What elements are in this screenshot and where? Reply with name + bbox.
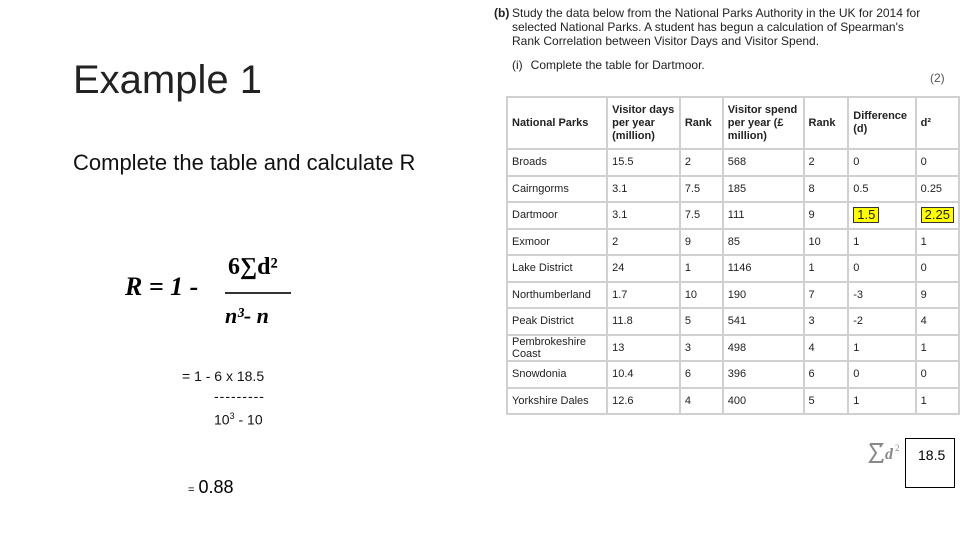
question-text	[494, 6, 934, 48]
cell-visitor-days: 10.4	[607, 361, 680, 388]
table-row	[507, 149, 959, 176]
table-row	[507, 361, 959, 388]
table-row	[507, 335, 959, 362]
cell-visitor-days: 1.7	[607, 282, 680, 309]
table-header-row	[507, 97, 959, 149]
cell-visitor-spend: 568	[723, 149, 804, 176]
cell-rank-days: 6	[680, 361, 723, 388]
calc-base: 10	[214, 411, 230, 428]
result-value: 0.88	[198, 477, 234, 497]
table-row	[507, 282, 959, 309]
formula-fraction-bar	[225, 292, 291, 294]
cell-rank-days: 1	[680, 255, 723, 282]
table-row	[507, 255, 959, 282]
table-row	[507, 308, 959, 335]
cell-visitor-days: 13	[607, 335, 680, 362]
cell-rank-spend: 5	[804, 388, 849, 415]
header-visitor-spend: Visitor spend per year (£ million)	[723, 97, 804, 149]
cell-d-squared: 0	[916, 255, 959, 282]
cell-rank-days: 4	[680, 388, 723, 415]
slide-subtitle: Complete the table and calculate R	[73, 150, 416, 175]
cell-park: Lake District	[507, 255, 607, 282]
cell-park: Cairngorms	[507, 176, 607, 203]
header-visitor-days: Visitor days per year (million)	[607, 97, 680, 149]
cell-rank-spend: 6	[804, 361, 849, 388]
cell-visitor-days: 3.1	[607, 202, 680, 229]
cell-difference: 0	[848, 255, 915, 282]
cell-park: Snowdonia	[507, 361, 607, 388]
spearman-formula	[125, 250, 325, 340]
cell-d-squared: 9	[916, 282, 959, 309]
cell-rank-days: 9	[680, 229, 723, 256]
header-rank-days: Rank	[680, 97, 723, 149]
cell-rank-spend: 7	[804, 282, 849, 309]
cell-rank-spend: 10	[804, 229, 849, 256]
cell-d-squared: 1	[916, 335, 959, 362]
header-national-parks: National Parks	[507, 97, 607, 149]
cell-rank-spend: 2	[804, 149, 849, 176]
question-body: Study the data below from the National Parks Authority in the UK for 2014 for selected National Parks. A student has begun a calculation of Spearman's Rank Correlation between Visitor Days and Visitor Spend.	[512, 6, 921, 48]
marks-label: (2)	[930, 71, 945, 85]
formula-lhs: R = 1 -	[125, 272, 199, 301]
cell-rank-days: 5	[680, 308, 723, 335]
svg-text:2: 2	[895, 443, 900, 453]
header-d-squared: d²	[916, 97, 959, 149]
cell-visitor-days: 2	[607, 229, 680, 256]
question-label: (b)	[494, 6, 510, 20]
cell-difference: 0	[848, 361, 915, 388]
cell-difference: 0	[848, 149, 915, 176]
cell-visitor-days: 24	[607, 255, 680, 282]
cell-rank-spend: 4	[804, 335, 849, 362]
cell-difference: 1	[848, 335, 915, 362]
cell-rank-spend: 1	[804, 255, 849, 282]
cell-difference: 1	[848, 388, 915, 415]
table-row-dartmoor	[507, 202, 959, 229]
svg-text:d: d	[885, 446, 893, 463]
cell-visitor-spend: 396	[723, 361, 804, 388]
subpart-label: (i)	[512, 58, 523, 72]
cell-visitor-days: 11.8	[607, 308, 680, 335]
highlighted-answer-d-squared: 2.25	[921, 207, 954, 223]
cell-visitor-spend: 190	[723, 282, 804, 309]
table-row	[507, 388, 959, 415]
header-difference: Difference (d)	[848, 97, 915, 149]
cell-visitor-days: 15.5	[607, 149, 680, 176]
cell-rank-spend: 8	[804, 176, 849, 203]
cell-rank-days: 2	[680, 149, 723, 176]
sum-d-squared-icon	[868, 441, 908, 465]
cell-visitor-days: 12.6	[607, 388, 680, 415]
calc-line-3	[214, 411, 263, 428]
cell-park: Dartmoor	[507, 202, 607, 229]
subpart-text: Complete the table for Dartmoor.	[530, 58, 705, 72]
cell-rank-spend: 3	[804, 308, 849, 335]
table-row	[507, 229, 959, 256]
table-row	[507, 176, 959, 203]
cell-d-squared: 4	[916, 308, 959, 335]
sum-total-box	[905, 438, 955, 488]
question-subpart	[512, 58, 705, 72]
result-equals: =	[188, 484, 195, 496]
slide-title: Example 1	[73, 58, 262, 102]
cell-d-squared: 0	[916, 149, 959, 176]
formula-numerator: 6∑d²	[228, 254, 278, 280]
sum-value: 18.5	[918, 447, 946, 463]
highlighted-answer-difference: 1.5	[853, 207, 879, 223]
header-rank-spend: Rank	[804, 97, 849, 149]
cell-d-squared: 0	[916, 361, 959, 388]
cell-park: Exmoor	[507, 229, 607, 256]
cell-visitor-spend: 498	[723, 335, 804, 362]
cell-difference: 0.5	[848, 176, 915, 203]
calc-fraction-line: ---------	[214, 388, 265, 404]
cell-d-squared	[916, 202, 959, 229]
cell-difference: 1	[848, 229, 915, 256]
cell-difference: -2	[848, 308, 915, 335]
cell-rank-days: 7.5	[680, 202, 723, 229]
cell-rank-days: 3	[680, 335, 723, 362]
cell-park: Yorkshire Dales	[507, 388, 607, 415]
cell-d-squared: 0.25	[916, 176, 959, 203]
calc-result	[188, 477, 233, 498]
cell-rank-days: 7.5	[680, 176, 723, 203]
cell-visitor-spend: 185	[723, 176, 804, 203]
cell-park: Northumberland	[507, 282, 607, 309]
cell-visitor-days: 3.1	[607, 176, 680, 203]
cell-park: Peak District	[507, 308, 607, 335]
cell-rank-spend: 9	[804, 202, 849, 229]
cell-visitor-spend: 400	[723, 388, 804, 415]
calc-rest: - 10	[234, 411, 263, 428]
formula-denominator: n³- n	[225, 303, 269, 328]
cell-park: Pembrokeshire Coast	[507, 335, 607, 362]
national-parks-table	[506, 96, 960, 415]
cell-difference	[848, 202, 915, 229]
cell-difference: -3	[848, 282, 915, 309]
cell-visitor-spend: 111	[723, 202, 804, 229]
calc-line-1: = 1 - 6 x 18.5	[182, 368, 265, 384]
calc-exponent: 3	[229, 411, 235, 421]
cell-park: Broads	[507, 149, 607, 176]
cell-d-squared: 1	[916, 388, 959, 415]
cell-visitor-spend: 541	[723, 308, 804, 335]
cell-visitor-spend: 1146	[723, 255, 804, 282]
cell-d-squared: 1	[916, 229, 959, 256]
cell-visitor-spend: 85	[723, 229, 804, 256]
cell-rank-days: 10	[680, 282, 723, 309]
